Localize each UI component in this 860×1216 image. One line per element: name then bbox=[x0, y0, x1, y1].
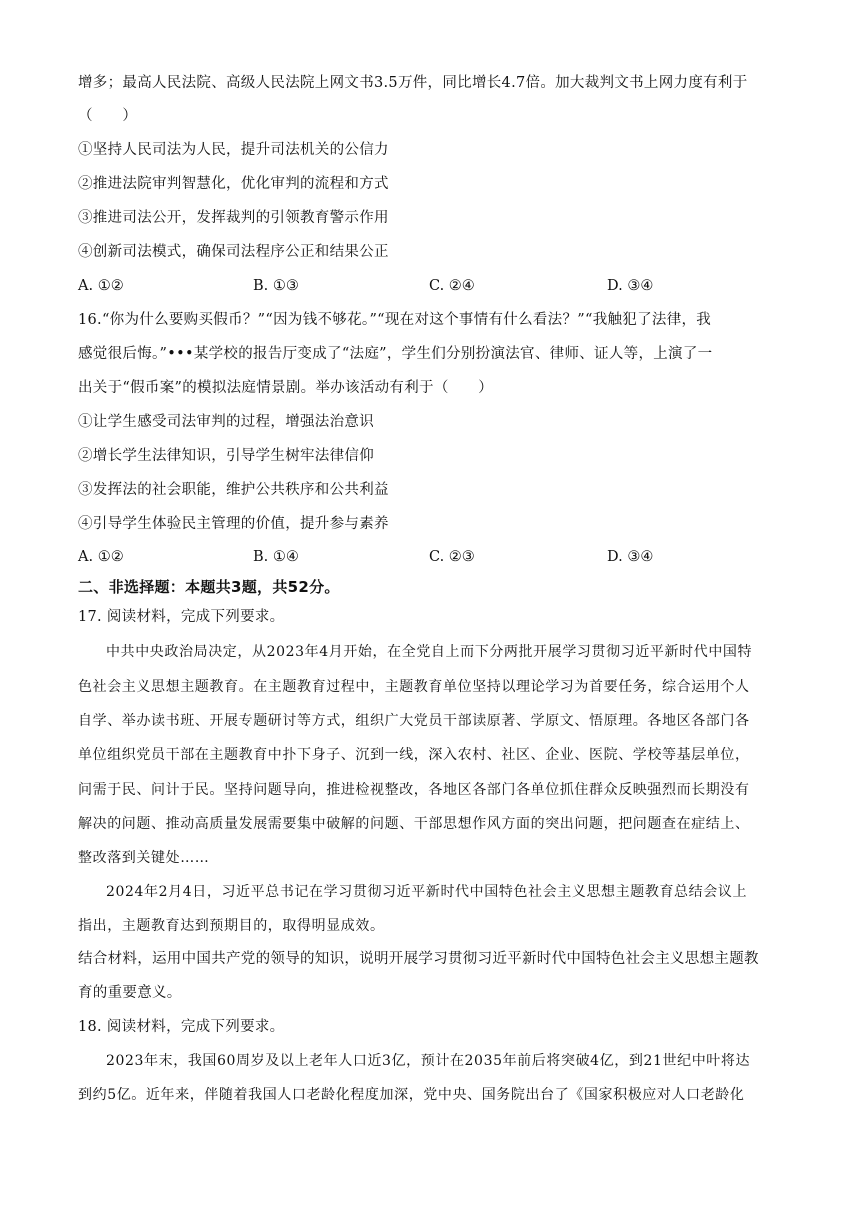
q17-material-line-3: 自学、举办读书班、开展专题研讨等方式，组织广大党员干部读原著、学原文、悟原理。各地区各部门各 bbox=[78, 713, 750, 729]
q16-option-c[interactable]: C. ②③ bbox=[429, 549, 475, 565]
q17-task-line-1: 结合材料，运用中国共产党的领导的知识，说明开展学习贯彻习近平新时代中国特色社会主义思想主题教 bbox=[78, 951, 759, 967]
q16-stem-line-2: 感觉很后悔。”•••某学校的报告厅变成了“法庭”，学生们分别扮演法官、律师、证人等，上演了一 bbox=[78, 346, 713, 362]
q16-stem-line-3: 出关于“假币案”的模拟法庭情景剧。举办该活动有利于（ ） bbox=[78, 380, 494, 396]
q17-material-line-5: 问需于民、问计于民。坚持问题导向，推进检视整改，各地区各部门各单位抓住群众反映强烈而长期没有 bbox=[78, 782, 750, 798]
q18-material-line-1: 2023年末，我国60周岁及以上老年人口近3亿，预计在2035年前后将突破4亿，到21世纪中叶将达 bbox=[106, 1053, 751, 1069]
q15-option-c[interactable]: C. ②④ bbox=[429, 278, 475, 294]
q15-statement-2: ②推进法院审判智慧化，优化审判的流程和方式 bbox=[78, 176, 389, 192]
q16-statement-2: ②增长学生法律知识，引导学生树牢法律信仰 bbox=[78, 448, 374, 464]
q17-material-line-7: 整改落到关键处…… bbox=[78, 850, 210, 866]
q16-option-b[interactable]: B. ①④ bbox=[253, 549, 299, 565]
q18-prompt: 18. 阅读材料，完成下列要求。 bbox=[78, 1019, 285, 1035]
q16-statement-3: ③发挥法的社会职能，维护公共秩序和公共利益 bbox=[78, 482, 389, 498]
q17-material-line-4: 单位组织党员干部在主题教育中扑下身子、沉到一线，深入农村、社区、企业、医院、学校等基层单位， bbox=[78, 747, 750, 763]
q16-stem-line-1: 16.“你为什么要购买假币？”“因为钱不够花。”“现在对这个事情有什么看法？”“我触犯了法律，我 bbox=[78, 312, 712, 328]
q18-material-line-2: 到约5亿。近年来，伴随着我国人口老龄化程度加深，党中央、国务院出台了《国家积极应对人口老龄化 bbox=[78, 1087, 745, 1103]
q16-option-a[interactable]: A. ①② bbox=[78, 549, 124, 565]
q17-material-date-line-2: 指出，主题教育达到预期目的，取得明显成效。 bbox=[78, 918, 385, 934]
q17-material-date-line-1: 2024年2月4日，习近平总书记在学习贯彻习近平新时代中国特色社会主义思想主题教育总结会议上 bbox=[106, 884, 748, 900]
section-heading: 二、非选择题：本题共3题，共52分。 bbox=[78, 578, 340, 596]
q16-statement-1: ①让学生感受司法审判的过程，增强法治意识 bbox=[78, 414, 374, 430]
q16-option-d[interactable]: D. ③④ bbox=[607, 549, 654, 565]
q17-prompt: 17. 阅读材料，完成下列要求。 bbox=[78, 609, 285, 625]
q17-material-line-6: 解决的问题、推动高质量发展需要集中破解的问题、干部思想作风方面的突出问题，把问题查在症结上、 bbox=[78, 816, 750, 832]
q15-statement-1: ①坚持人民司法为人民，提升司法机关的公信力 bbox=[78, 142, 389, 158]
q15-option-d[interactable]: D. ③④ bbox=[607, 278, 654, 294]
q15-statement-4: ④创新司法模式，确保司法程序公正和结果公正 bbox=[78, 244, 389, 260]
q15-stem-tail: 增多；最高人民法院、高级人民法院上网文书3.5万件，同比增长4.7倍。加大裁判文书上网力度有利于 bbox=[78, 75, 748, 91]
q15-option-a[interactable]: A. ①② bbox=[78, 278, 124, 294]
q17-material-line-2: 色社会主义思想主题教育。在主题教育过程中，主题教育单位坚持以理论学习为首要任务，综合运用个人 bbox=[78, 679, 750, 695]
q15-answer-blank: （ ） bbox=[78, 108, 138, 124]
q15-option-b[interactable]: B. ①③ bbox=[253, 278, 299, 294]
q17-material-line-1: 中共中央政治局决定，从2023年4月开始，在全党自上而下分两批开展学习贯彻习近平新时代中国特 bbox=[106, 644, 753, 660]
q17-task-line-2: 育的重要意义。 bbox=[78, 985, 182, 1001]
q15-statement-3: ③推进司法公开，发挥裁判的引领教育警示作用 bbox=[78, 210, 389, 226]
q16-statement-4: ④引导学生体验民主管理的价值，提升参与素养 bbox=[78, 516, 389, 532]
